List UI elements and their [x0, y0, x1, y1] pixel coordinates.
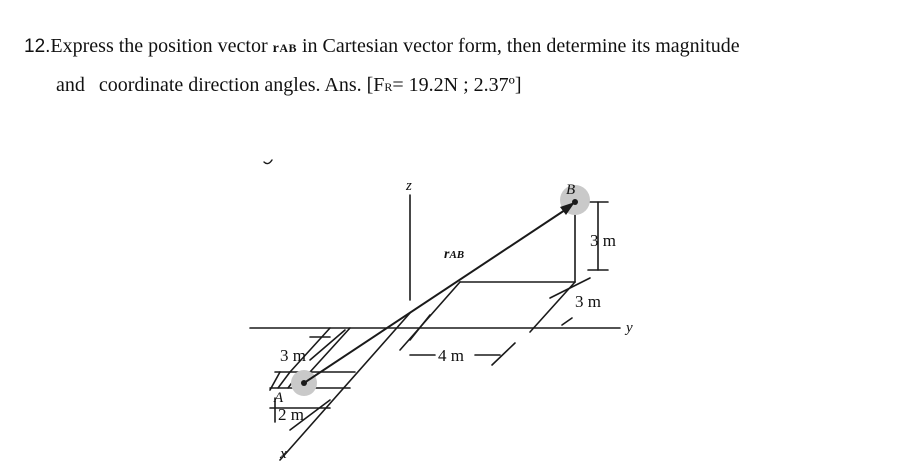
dim-4m-tick: [492, 343, 515, 365]
question-text-part-1: Express the position vector: [50, 35, 273, 57]
point-a-label: A: [274, 390, 284, 406]
plane-rect-line: [400, 282, 460, 350]
position-vector-figure: [230, 150, 670, 473]
dim-tick: [562, 318, 572, 325]
question-text-part-3: coordinate direction angles. Ans. [F: [98, 74, 385, 96]
dim-2m-label: 2 m: [278, 405, 304, 424]
point-b-dot: [572, 199, 578, 205]
x-axis-label: x: [280, 446, 287, 462]
answer-subscript: R: [384, 80, 393, 94]
box-line: [278, 372, 290, 388]
dim-3m-mid-label: 3 m: [575, 292, 601, 311]
vector-symbol: rAB: [272, 41, 297, 56]
question-text-and: and: [56, 74, 85, 96]
question-number: 12.: [24, 36, 51, 57]
stray-mark: [264, 160, 272, 164]
question-text-part-2: in Cartesian vector form, then determine its magnitude: [297, 35, 740, 57]
point-b-label: B: [566, 182, 576, 198]
point-a-dot: [301, 380, 307, 386]
position-vector-line: [304, 208, 568, 383]
question-text: [24, 28, 904, 105]
dim-3m-top-label: 3 m: [590, 231, 616, 250]
y-axis-label: y: [626, 320, 633, 336]
vector-label: rAB: [444, 247, 465, 262]
question-line-1: [24, 28, 904, 67]
answer-values: = 19.2N ; 2.37º]: [392, 74, 522, 96]
question-line-2: [24, 67, 904, 105]
z-axis-label: z: [406, 178, 412, 194]
dim-3m-left-label: 3 m: [280, 346, 306, 365]
dim-4m-label: 4 m: [438, 346, 464, 365]
